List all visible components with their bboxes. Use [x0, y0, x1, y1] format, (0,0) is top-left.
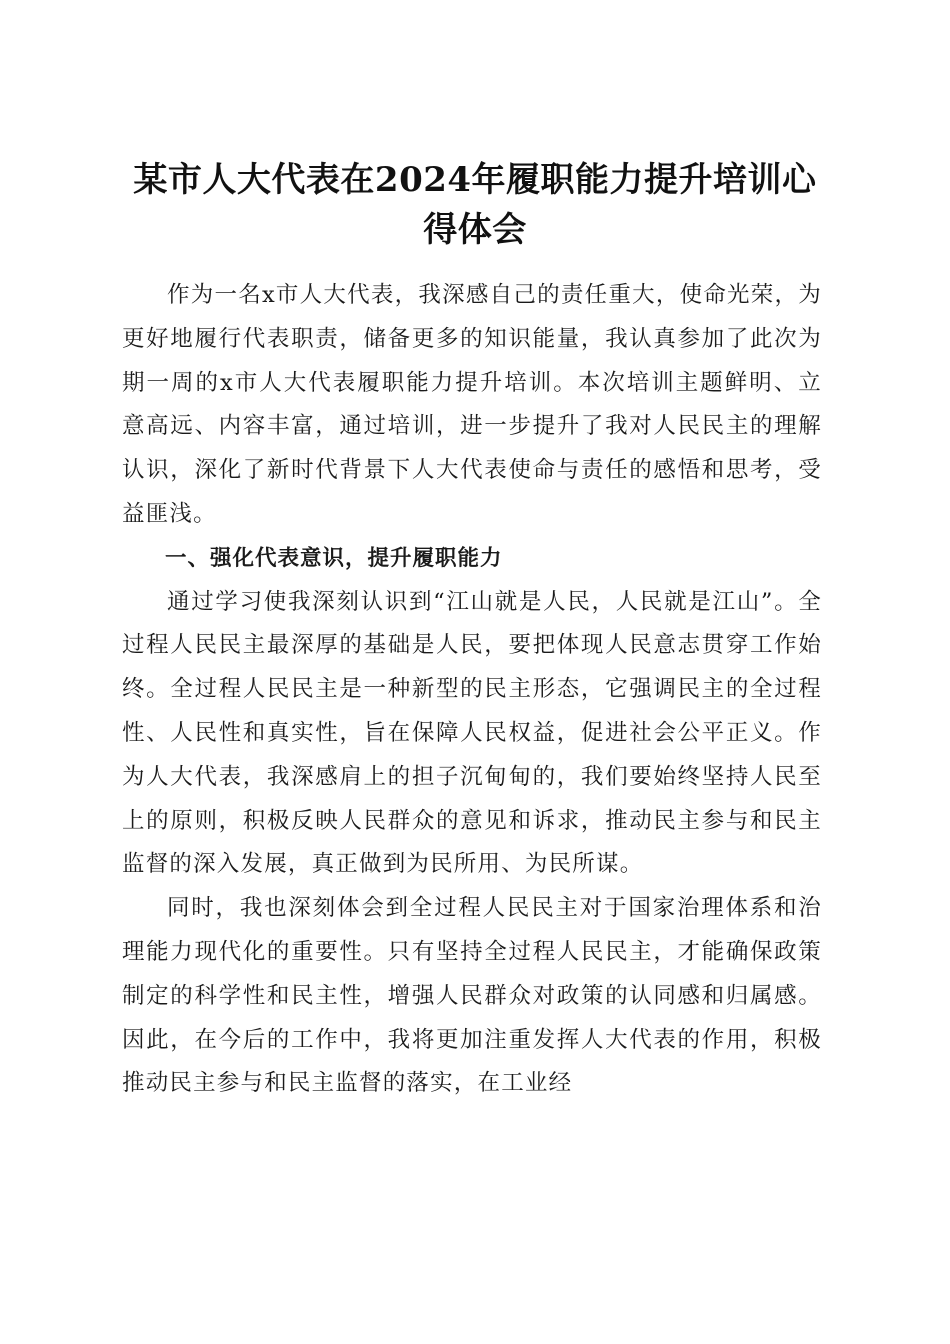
- document-body: [122, 274, 822, 1106]
- intro-paragraph: 作为一名x市人大代表，我深感自己的责任重大，使命光荣，为更好地履行代表职责，储备更多的知识能量，我认真参加了此次为期一周的x市人大代表履职能力提升培训。本次培训主题鲜明、立意高远、内容丰富，通过培训，进一步提升了我对人民民主的理解认识，深化了新时代背景下人大代表使命与责任的感悟和思考，受益匪浅。: [122, 282, 822, 527]
- section-heading-1: 一、强化代表意识，提升履职能力: [165, 545, 503, 571]
- body-paragraph-1: 通过学习使我深刻认识到“江山就是人民，人民就是江山”。全过程人民民主最深厚的基础是人民，要把体现人民意志贯穿工作始终。全过程人民民主是一种新型的民主形态，它强调民主的全过程性、人民性和真实性，旨在保障人民权益，促进社会公平正义。作为人大代表，我深感肩上的担子沉甸甸的，我们要始终坚持人民至上的原则，积极反映人民群众的意见和诉求，推动民主参与和民主监督的深入发展，真正做到为民所用、为民所谋。: [122, 588, 822, 878]
- document-title: 某市人大代表在2024年履职能力提升培训心得体会: [133, 159, 817, 250]
- body-paragraph-2: 同时，我也深刻体会到全过程人民民主对于国家治理体系和治理能力现代化的重要性。只有坚持全过程人民民主，才能确保政策制定的科学性和民主性，增强人民群众对政策的认同感和归属感。因此，在今后的工作中，我将更加注重发挥人大代表的作用，积极推动民主参与和民主监督的落实，在工业经: [122, 895, 822, 1097]
